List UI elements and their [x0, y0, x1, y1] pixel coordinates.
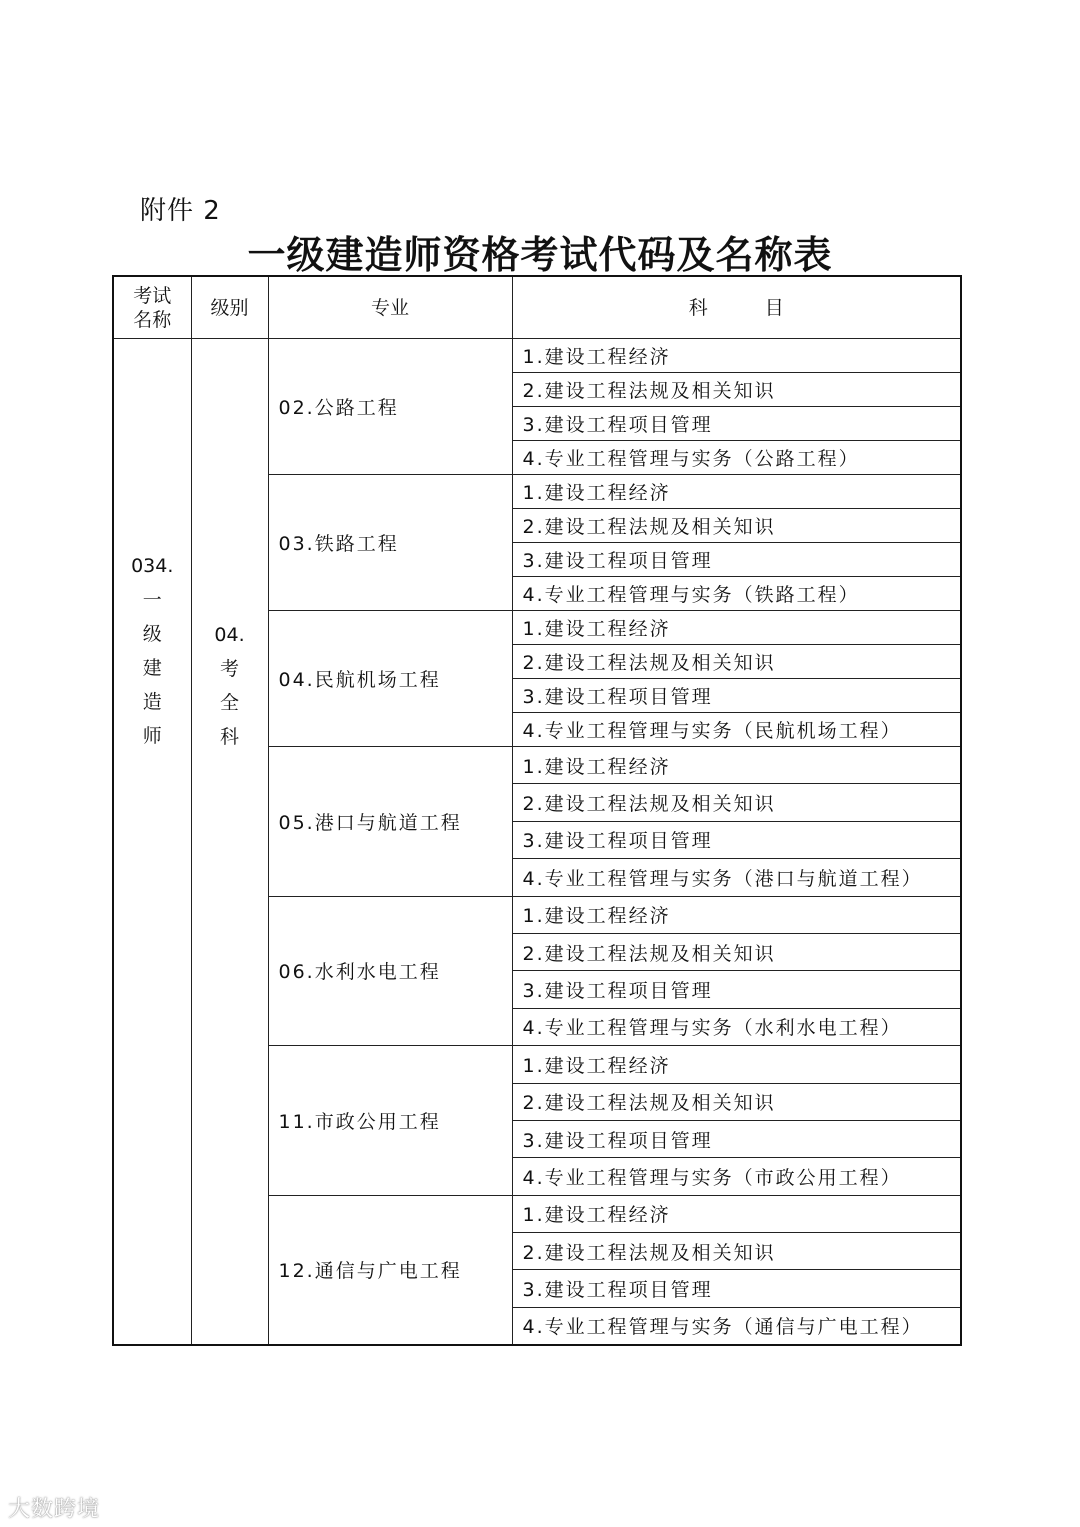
major-cell: 03.铁路工程	[268, 475, 512, 611]
subject-cell: 4.专业工程管理与实务（民航机场工程）	[512, 713, 961, 747]
subject-cell: 3.建设工程项目管理	[512, 679, 961, 713]
subject-cell: 1.建设工程经济	[512, 339, 961, 373]
major-cell: 06.水利水电工程	[268, 896, 512, 1046]
subject-cell: 2.建设工程法规及相关知识	[512, 645, 961, 679]
subject-cell: 3.建设工程项目管理	[512, 1270, 961, 1307]
subject-cell: 2.建设工程法规及相关知识	[512, 1233, 961, 1270]
exam-name-cell: 034. 一 级 建 造 师	[113, 339, 191, 1345]
subject-cell: 1.建设工程经济	[512, 475, 961, 509]
header-subjects: 科 目	[512, 276, 961, 339]
subject-cell: 1.建设工程经济	[512, 896, 961, 933]
subject-cell: 4.专业工程管理与实务（公路工程）	[512, 441, 961, 475]
subject-cell: 3.建设工程项目管理	[512, 407, 961, 441]
subject-cell: 4.专业工程管理与实务（通信与广电工程）	[512, 1307, 961, 1344]
subject-cell: 2.建设工程法规及相关知识	[512, 373, 961, 407]
major-cell: 12.通信与广电工程	[268, 1195, 512, 1345]
header-major: 专业	[268, 276, 512, 339]
subject-cell: 1.建设工程经济	[512, 1195, 961, 1232]
watermark: 大数跨境	[8, 1497, 101, 1522]
subject-cell: 1.建设工程经济	[512, 747, 961, 784]
subject-cell: 1.建设工程经济	[512, 611, 961, 645]
subject-cell: 3.建设工程项目管理	[512, 1120, 961, 1157]
table-row	[113, 339, 961, 373]
level-cell: 04. 考 全 科	[191, 339, 268, 1345]
attachment-label: 附件 2	[140, 196, 221, 226]
major-cell: 02.公路工程	[268, 339, 512, 475]
subject-cell: 4.专业工程管理与实务（港口与航道工程）	[512, 859, 961, 896]
major-cell: 05.港口与航道工程	[268, 747, 512, 897]
subject-cell: 2.建设工程法规及相关知识	[512, 933, 961, 970]
document-title: 一级建造师资格考试代码及名称表	[247, 232, 833, 277]
subject-cell: 3.建设工程项目管理	[512, 543, 961, 577]
exam-code-table	[112, 275, 962, 1346]
subject-cell: 2.建设工程法规及相关知识	[512, 509, 961, 543]
subject-cell: 2.建设工程法规及相关知识	[512, 784, 961, 821]
header-exam-name: 考试 名称	[113, 276, 191, 339]
major-cell: 04.民航机场工程	[268, 611, 512, 747]
subject-cell: 2.建设工程法规及相关知识	[512, 1083, 961, 1120]
subject-cell: 4.专业工程管理与实务（铁路工程）	[512, 577, 961, 611]
table-header-row	[113, 276, 961, 339]
header-level: 级别	[191, 276, 268, 339]
subject-cell: 4.专业工程管理与实务（水利水电工程）	[512, 1008, 961, 1045]
table-body	[113, 339, 961, 1345]
major-cell: 11.市政公用工程	[268, 1046, 512, 1196]
subject-cell: 4.专业工程管理与实务（市政公用工程）	[512, 1158, 961, 1195]
subject-cell: 1.建设工程经济	[512, 1046, 961, 1083]
subject-cell: 3.建设工程项目管理	[512, 821, 961, 858]
subject-cell: 3.建设工程项目管理	[512, 971, 961, 1008]
